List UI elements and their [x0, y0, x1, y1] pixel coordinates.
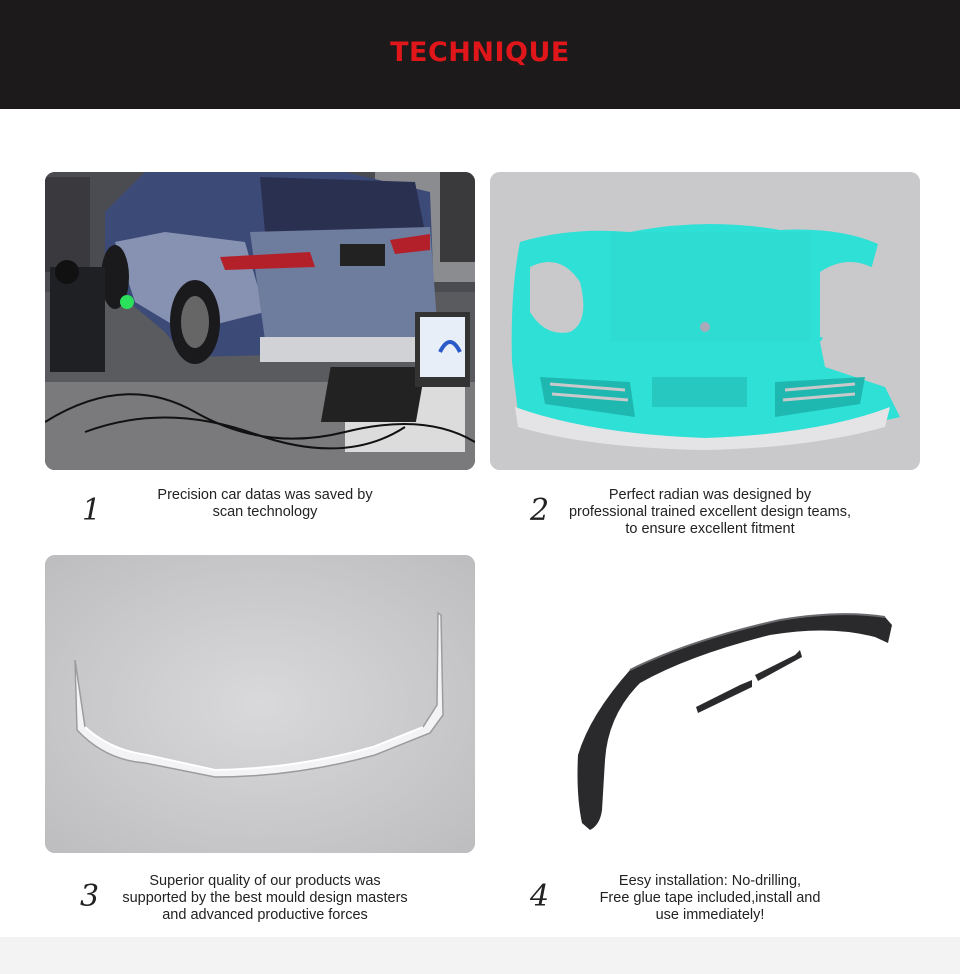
- footer-strip: [0, 937, 960, 974]
- step-1-line-1: Precision car datas was saved by: [157, 487, 373, 503]
- mould-render-illustration: [45, 555, 475, 853]
- step-1-image: [45, 172, 475, 470]
- step-3-image: [45, 555, 475, 853]
- step-2-caption: [545, 487, 875, 538]
- carbon-lip-illustration: [490, 555, 920, 853]
- step-3-line-3: and advanced productive forces: [162, 907, 368, 923]
- step-1-line-2: scan technology: [212, 504, 318, 520]
- step-2-line-2: professional trained excellent design teams,: [568, 504, 852, 520]
- header-banner: [0, 0, 960, 109]
- step-4-line-1: Eesy installation: No-drilling,: [618, 873, 802, 889]
- step-3-number: 3: [80, 879, 100, 914]
- step-4-line-3: use immediately!: [655, 907, 765, 923]
- step-3-caption: [95, 873, 435, 924]
- step-4-number: 4: [530, 879, 550, 914]
- step-1-number: 1: [82, 493, 102, 528]
- scan-model-illustration: [490, 172, 920, 470]
- step-4-line-2: Free glue tape included,install and: [599, 890, 821, 906]
- step-3-line-1: Superior quality of our products was: [149, 873, 381, 889]
- step-4-image: [490, 555, 920, 853]
- step-2-number: 2: [530, 493, 550, 528]
- step-4-caption: [570, 873, 850, 924]
- scan-photo-illustration: [45, 172, 475, 470]
- step-2-line-1: Perfect radian was designed by: [608, 487, 812, 503]
- step-2-image: [490, 172, 920, 470]
- step-3-line-2: supported by the best mould design masters: [122, 890, 408, 906]
- page-title: TECHNIQUE: [390, 37, 570, 68]
- step-2-line-3: to ensure excellent fitment: [625, 521, 795, 537]
- step-1-caption: [120, 487, 410, 521]
